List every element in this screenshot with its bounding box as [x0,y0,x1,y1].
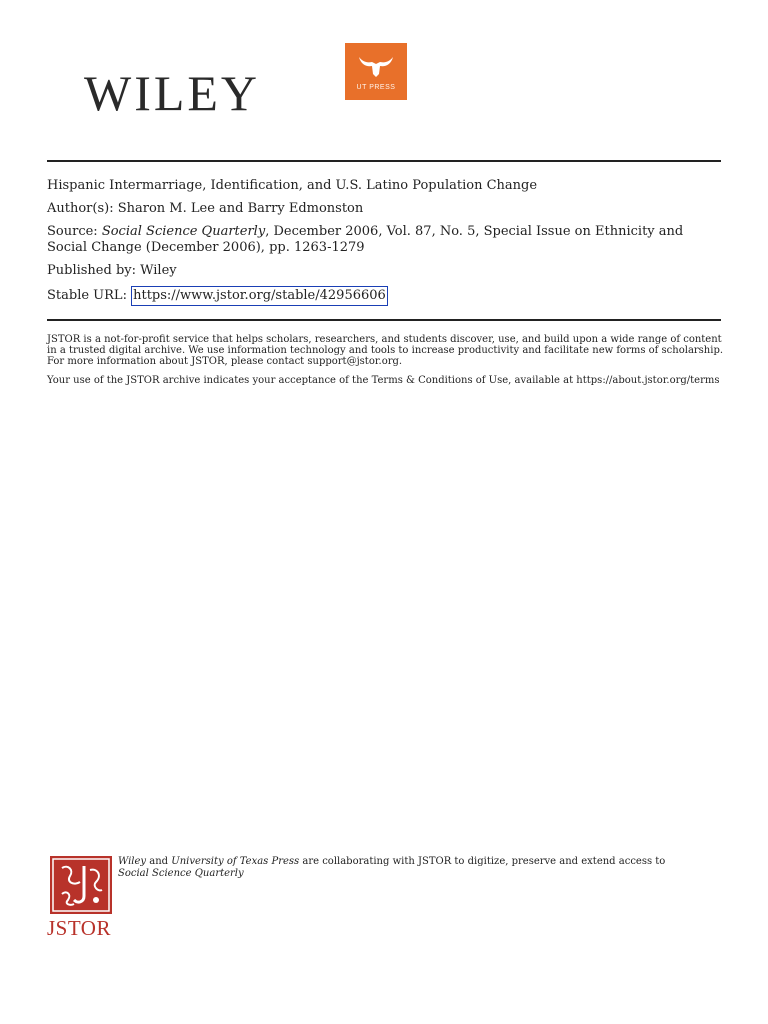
citation-block [47,178,727,313]
longhorn-icon [345,43,407,85]
source-journal: Social Science Quarterly [101,224,266,239]
stable-url-line [47,286,727,306]
stable-url-label: Stable URL: [47,288,127,303]
source-details: , December 2006, Vol. 87, No. 5, Special Issue on Ethnicity and Social Change (December 2006), pp. 1263-1279 [47,224,684,255]
wiley-logo: WILEY [84,65,261,121]
notice-paragraph-1: JSTOR is a not-for-profit service that helps scholars, researchers, and students discover, use, and build upon a wide range of content in a trusted digital archive. We use information technology and tools to increase productivity and facilitate new forms of scholarship. For more information about JSTOR, please contact support@jstor.org. [47,334,724,367]
utpress-logo [345,43,407,100]
jstor-notice [47,334,727,394]
authors-line [47,201,727,217]
notice-paragraph-2: Your use of the JSTOR archive indicates your acceptance of the Terms & Conditions of Use, available at https://about.jstor.org/terms [47,375,720,386]
middle-divider [47,319,721,321]
collab-org-1: Wiley [118,856,147,867]
utpress-label: UT PRESS [356,84,396,91]
jstor-wordmark: JSTOR [47,916,111,940]
stable-url-link[interactable]: https://www.jstor.org/stable/42956606 [131,286,388,306]
authors-value: Sharon M. Lee and Barry Edmonston [117,201,364,216]
publisher-line [47,263,727,279]
jstor-seal-icon [50,856,112,914]
publisher-label: Published by: [47,263,136,278]
source-line [47,224,727,256]
authors-label: Author(s): [47,201,114,216]
collaboration-statement [118,856,678,880]
source-label: Source: [47,224,98,239]
publisher-value: Wiley [140,263,177,278]
collab-text: are collaborating with JSTOR to digitize, preserve and extend access to [302,856,666,867]
article-title: Hispanic Intermarriage, Identification, and U.S. Latino Population Change [47,178,538,193]
top-divider [47,160,721,162]
collab-journal: Social Science Quarterly [118,868,244,879]
collab-and: and [149,856,169,867]
jstor-logo [47,854,117,944]
header [0,0,768,160]
collab-org-2: University of Texas Press [171,856,300,867]
